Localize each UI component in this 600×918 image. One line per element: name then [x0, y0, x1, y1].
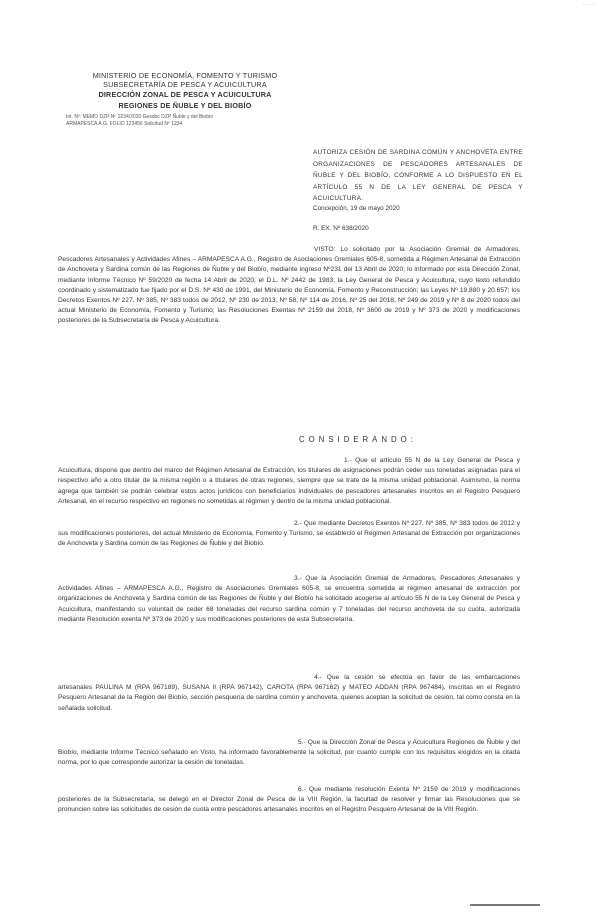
considerando-paragraph-5: 5.- Que la Dirección Zonal de Pesca y Acuicultura Regiones de Ñuble y del Biobío, mediante Informe Técnico señalado en Visto, ha informado favorablemente la solicitud, por cuanto cumple con los requisitos exigidos en la citada norma, por lo que corresponde autorizar la cesión de toneladas. [58, 739, 520, 767]
considerando-paragraph-4: 4.- Que la cesión se efectúa en favor de las embarcaciones artesanales PAULINA M (RPA 967189), SUSANA II (RPA 967142), CAROTA (RPA 967162) y MATEO ADDAN (RPA 967484), inscritas en el Registro Pesquero Artesanal de la Región del Biobío, sección pesquería de sardina común y anchoveta, quienes aceptan la solicitud de cesión, tal como consta en la señalada solicitud. [58, 674, 520, 712]
resolution-number: R. EX. Nº 638/2020 [313, 225, 369, 232]
header-reference-1: Int. Nº: MEMO DZP Nº 1234/2020 Gesdoc DZP Ñuble y del Biobío [66, 114, 214, 120]
considerando-paragraph-3: 3.- Que la Asociación Gremial de Armadores, Pescadores Artesanales y Actividades Afines – ARMAPESCA A.G., Registro de Asociaciones Gremiales 605-8, se encuentra sometida al régimen artesanal de extracción por organizaciones de Anchoveta y Sardina común de las Regiones de Ñuble y del Biobío ha solicitado acogerse al artículo 55 N de la Ley General de Pesca y Acuicultura, manifestando su voluntad de ceder 68 toneladas del recurso sardina común y 7 toneladas del recurso anchoveta de su cuota, autorizada mediante Resolución exenta Nº 373 de 2020 y sus modificaciones posteriores de esta Subsecretaría. [58, 575, 520, 623]
header-reference-2: ARMAPESCA A.G. FOLIO 123456 Solicitud Nº 1234 [66, 121, 183, 127]
considerando-paragraph-2: 2.- Que mediante Decretos Exentos Nº 227, Nº 385, Nº 383 todos de 2012 y sus modificaciones posteriores, del actual Ministerio de Economía, Fomento y Turismo, se estableció el Régimen Artesanal de Extracción por organizaciones de Anchoveta y Sardina común de las Regiones de Ñuble y del Biobío. [58, 520, 520, 548]
considerando-paragraph-6: 6.- Que mediante resolución Exenta Nº 2159 de 2019 y modificaciones posteriores de la Subsecretaría, se delegó en el Director Zonal de Pesca de la VIII Región, la facultad de resolver y firmar las Resoluciones que se pronuncien sobre las solicitudes de cesión de cuota entre pescadores artesanales inscritos en el Registro Pesquero Artesanal de la VIII Región. [58, 786, 520, 814]
place-date: Concepción, 19 de mayo 2020 [313, 205, 400, 212]
header-regiones: REGIONES DE ÑUBLE Y DEL BIOBÍO [118, 101, 252, 110]
visto-paragraph: VISTO: Lo solicitado por la Asociación Gremial de Armadores, Pescadores Artesanales y Actividades Afines – ARMAPESCA A.G., Registro de Asociaciones Gremiales 605-8, sometida a Régimen Artesanal de Extracción de Anchoveta y Sardina común de las Regiones de Ñuble y del Biobío, mediante ingreso Nº231 del 13 Abril de 2020; lo informado por esta Dirección Zonal, mediante Informe Técnico Nº 59/2020 de fecha 14 Abril de 2020; el D.L. Nº 2442 de 1983; la Ley General de Pesca y Acuicultura, cuyo texto refundido coordinado y sistematizado fue fijado por el D.S. Nº 430 de 1991, del Ministerio de Economía, Fomento y Reconstrucción; las Leyes Nº 19.880 y 20.657; los Decretos Exentos Nº 227, Nº 385, Nº 383 todos de 2012, Nº 230 de 2013, Nº 58, Nº 114 de 2016, Nº 25 del 2018, Nº 249 de 2019 y Nº 8 de 2020 todos del actual Ministerio de Economía, Fomento y Turismo; las Resoluciones Exentas Nº 2159 del 2018, Nº 3600 de 2019 y Nº 373 de 2020 y modificaciones posteriores de la Subsecretaría de Pesca y Acuicultura. [58, 246, 520, 325]
page-corner-mark: · · · · [583, 2, 594, 8]
footer-mark [470, 904, 540, 906]
considerando-paragraph-1: 1.- Que el artículo 55 N de la Ley General de Pesca y Acuicultura, dispone que dentro del marco del Régimen Artesanal de Extracción, los titulares de asignaciones podrán ceder sus toneladas asignadas para el respectivo año a otro titular de la misma región o a titulares de otras regiones, siempre que se trate de la misma unidad poblacional. Asimismo, la norma agrega que también se podrán celebrar estos actos jurídicos con beneficiarios individuales de pescadores artesanales inscritos en el Registro Pesquero Artesanal, en el recurso respectivo en regiones no sometidas al régimen y dentro de la misma unidad poblacional. [58, 457, 520, 505]
resolution-subject: AUTORIZA CESIÓN DE SARDINA COMÚN Y ANCHOVETA ENTRE ORGANIZACIONES DE PESCADORES ARTESANALES DE ÑUBLE Y DEL BIOBÍO, CONFORME A LO DISPUESTO EN EL ARTÍCULO 55 N DE LA LEY GENERAL DE PESCA Y ACUICULTURA. [313, 149, 523, 202]
header-ministry: MINISTERIO DE ECONOMÍA, FOMENTO Y TURISMO [92, 71, 278, 80]
considerando-heading: CONSIDERANDO: [299, 435, 417, 444]
header-direccion: DIRECCIÓN ZONAL DE PESCA Y ACUICULTURA [98, 90, 272, 99]
header-subsecretaria: SUBSECRETARÍA DE PESCA Y ACUICULTURA [103, 80, 267, 89]
